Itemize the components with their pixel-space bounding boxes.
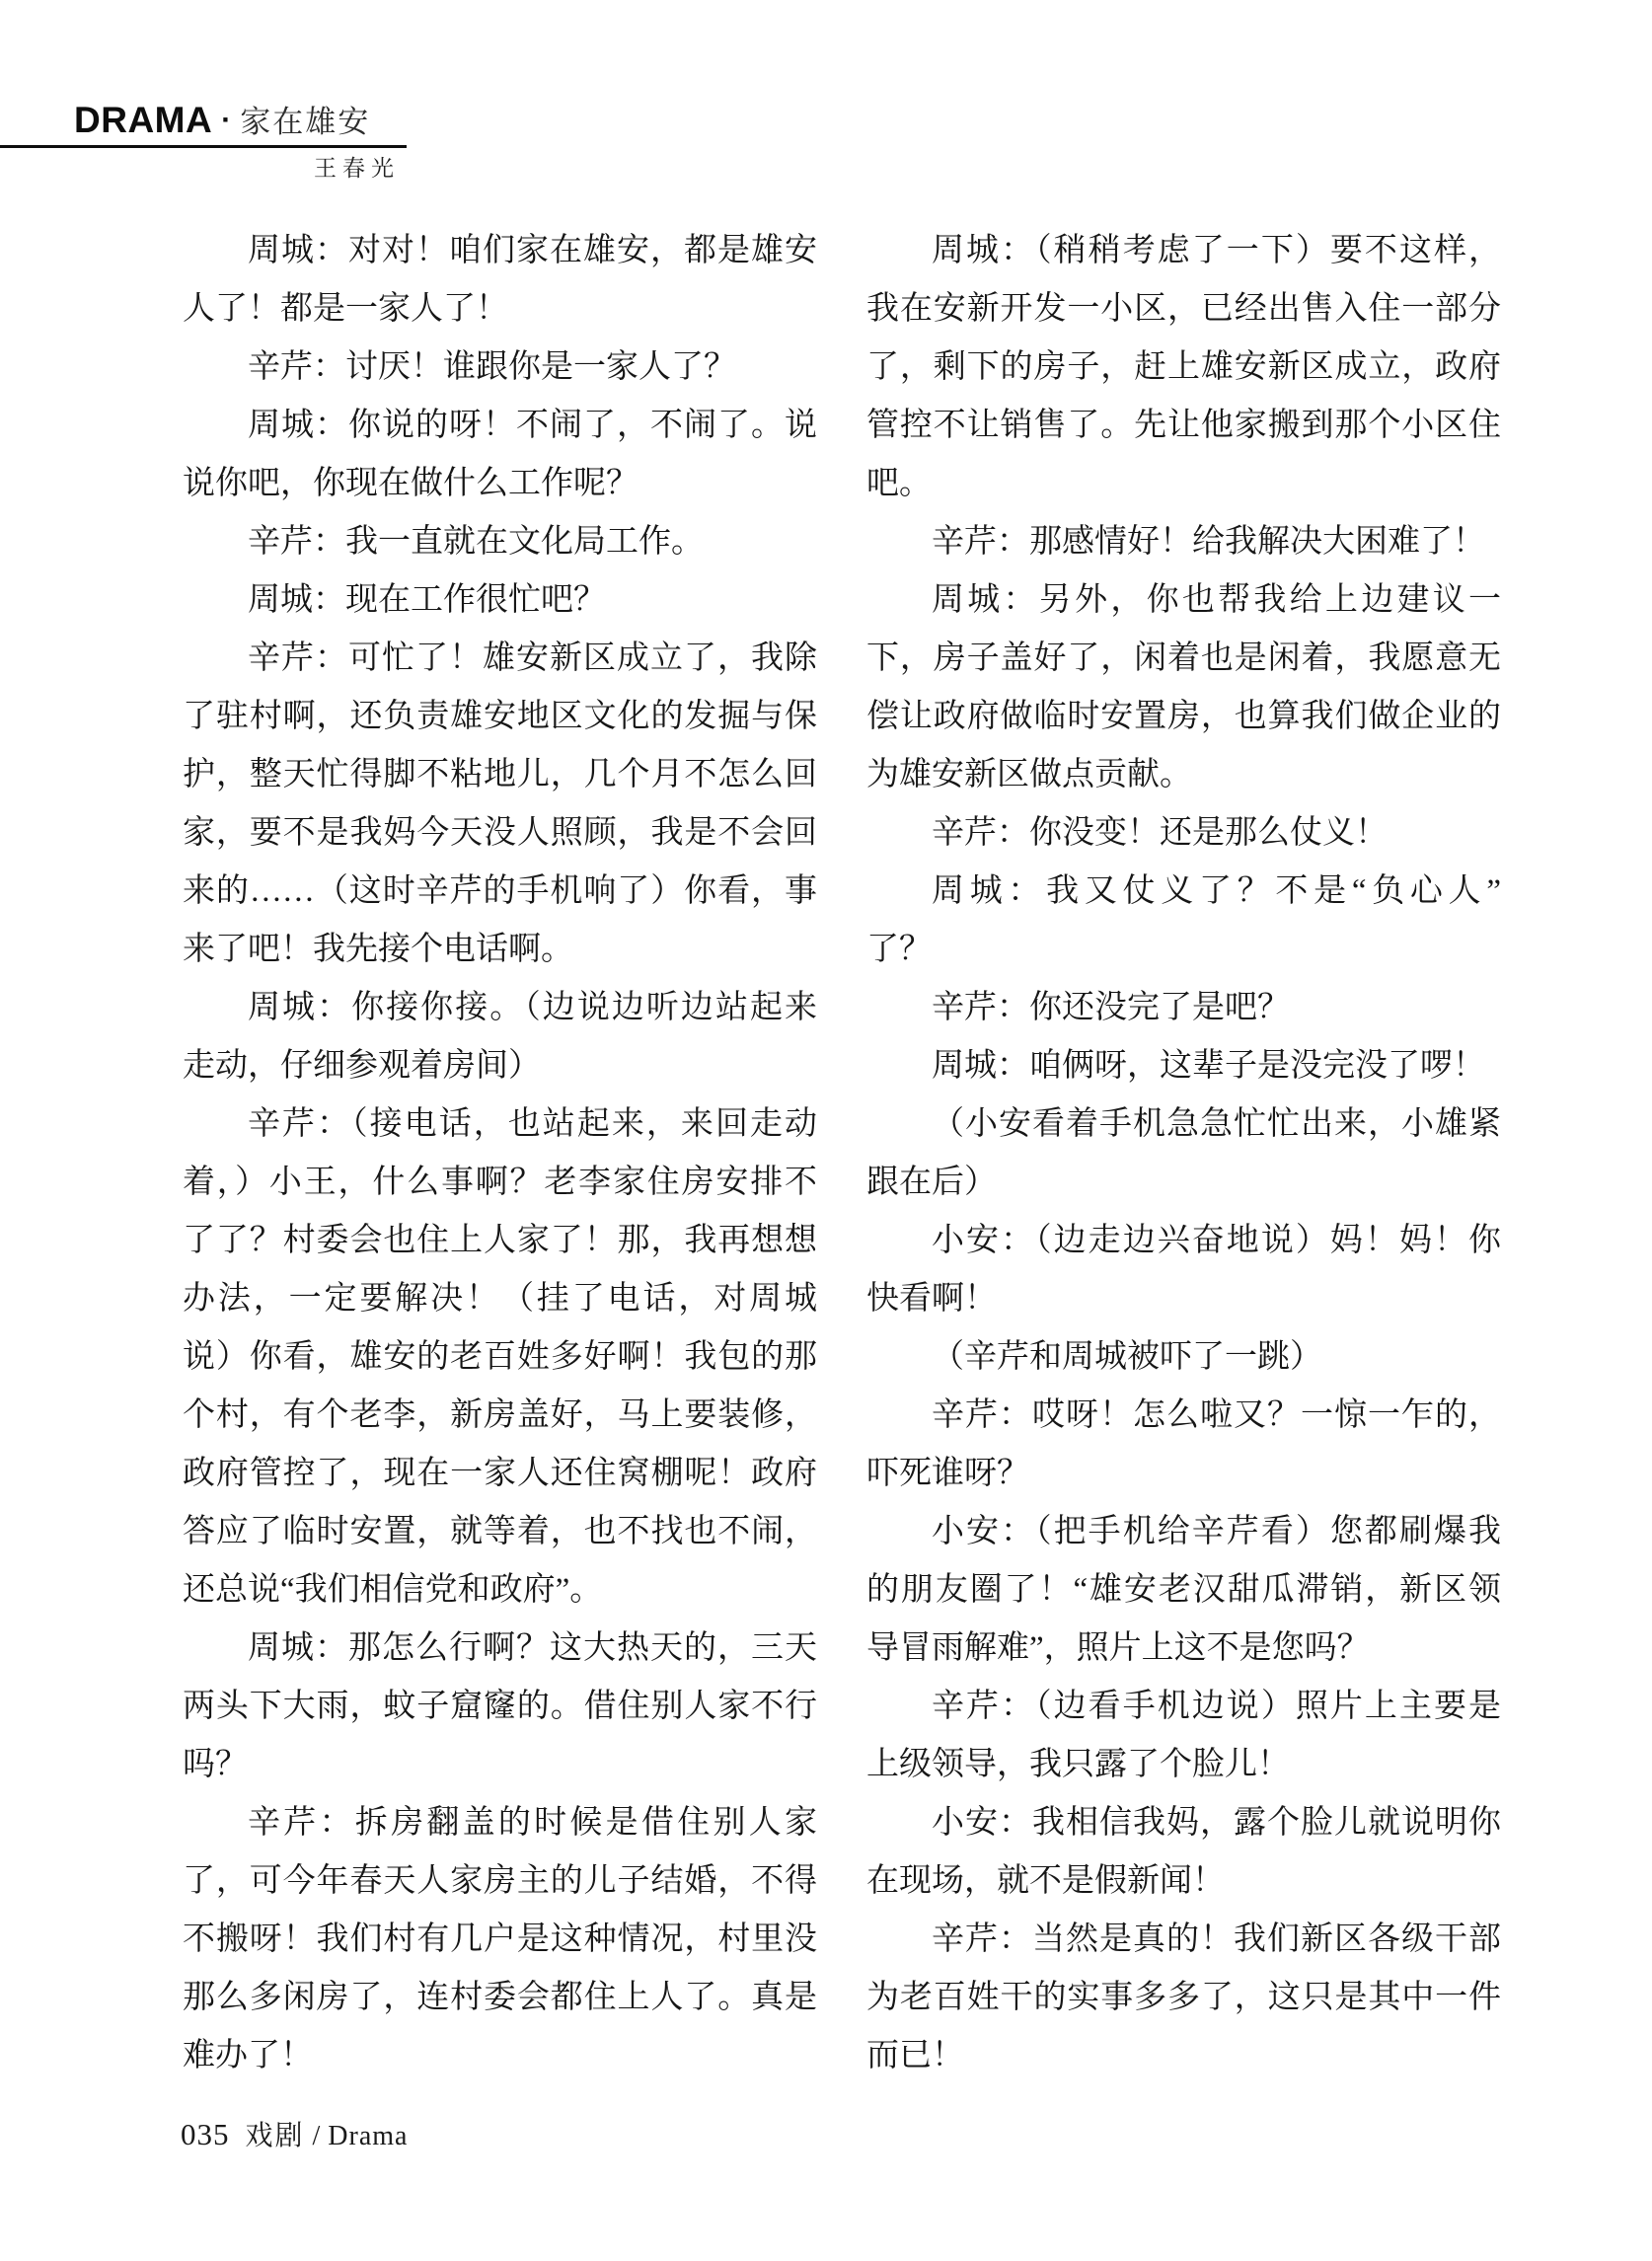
script-line: 辛芹：哎呀！怎么啦又？一惊一乍的，: [932, 1397, 1501, 1433]
script-line: 了，可今年春天人家房主的儿子结婚，不得: [183, 1863, 817, 1899]
script-line: 吓死谁呀？: [866, 1456, 1029, 1491]
section-name-cn: 戏剧: [245, 2121, 305, 2151]
script-line: 难办了！: [183, 2038, 313, 2073]
series-title: 家在雄安: [240, 105, 371, 139]
script-line: 吧。: [866, 466, 932, 501]
script-line: 了驻村啊，还负责雄安地区文化的发掘与保: [183, 699, 817, 734]
script-line: 来的……（这时辛芹的手机响了）你看，事: [183, 873, 817, 909]
script-line: 周城：那怎么行啊？这大热天的，三天: [248, 1630, 817, 1666]
script-line: 那么多闲房了，连村委会都住上人了。真是: [183, 1980, 817, 2015]
script-line: 周城：你接你接。（边说边听边站起来: [248, 990, 817, 1025]
script-line: 跟在后）: [866, 1165, 997, 1200]
section-name-en: Drama: [328, 2121, 409, 2151]
script-line: 周城：我又仗义了？不是“负心人”: [932, 873, 1501, 909]
script-line: 护，整天忙得脚不粘地儿，几个月不怎么回: [183, 757, 817, 792]
script-line: 的朋友圈了！“雄安老汉甜瓜滞销，新区领: [866, 1572, 1501, 1608]
script-line: 辛芹：你没变！还是那么仗义！: [932, 815, 1388, 851]
script-line: 吗？: [183, 1747, 248, 1782]
script-line: 在现场，就不是假新闻！: [866, 1863, 1225, 1899]
footer-separator: /: [312, 2121, 321, 2151]
script-line: 我在安新开发一小区，已经出售入住一部分: [866, 291, 1501, 327]
script-line: 而已！: [866, 2038, 964, 2073]
script-line: 政府管控了，现在一家人还住窝棚呢！政府: [183, 1456, 817, 1491]
script-line: 辛芹：讨厌！谁跟你是一家人了？: [248, 349, 736, 385]
script-line: （辛芹和周城被吓了一跳）: [932, 1339, 1322, 1375]
script-line: 辛芹：你还没完了是吧？: [932, 990, 1290, 1025]
script-line: 周城：咱俩呀，这辈子是没完没了啰！: [932, 1048, 1485, 1084]
script-line: 辛芹：我一直就在文化局工作。: [248, 524, 704, 560]
script-line: 说你吧，你现在做什么工作呢？: [183, 466, 638, 501]
script-line: 说）你看，雄安的老百姓多好啊！我包的那: [183, 1339, 817, 1375]
script-line: 偿让政府做临时安置房，也算我们做企业的: [866, 699, 1501, 734]
script-line: 管控不让销售了。先让他家搬到那个小区住: [866, 408, 1501, 443]
script-line: 两头下大雨，蚊子窟窿的。借住别人家不行: [183, 1689, 817, 1724]
script-line: 着，）小王，什么事啊？老李家住房安排不: [183, 1165, 817, 1200]
script-line: 答应了临时安置，就等着，也不找也不闹，: [183, 1514, 817, 1549]
script-line: 快看啊！: [866, 1281, 997, 1317]
script-line: 下，房子盖好了，闲着也是闲着，我愿意无: [866, 641, 1501, 676]
script-line: 了，剩下的房子，赶上雄安新区成立，政府: [866, 349, 1501, 385]
script-line: 辛芹：（接电话，也站起来，来回走动: [248, 1106, 817, 1142]
script-line: 小安：（边走边兴奋地说）妈！妈！你: [932, 1223, 1501, 1258]
script-line: 辛芹：那感情好！给我解决大困难了！: [932, 524, 1485, 560]
page-number: 035: [181, 2117, 230, 2151]
script-line: 辛芹：拆房翻盖的时候是借住别人家: [248, 1805, 817, 1841]
script-line: 为老百姓干的实事多多了，这只是其中一件: [866, 1980, 1501, 2015]
script-column-right: [866, 222, 1501, 2085]
script-line: 辛芹：（边看手机边说）照片上主要是: [932, 1689, 1501, 1724]
drama-label: DRAMA: [74, 100, 213, 140]
script-line: （小安看着手机急急忙忙出来，小雄紧: [932, 1106, 1501, 1142]
script-line: 周城：另外，你也帮我给上边建议一: [932, 582, 1501, 618]
script-line: 辛芹：当然是真的！我们新区各级干部: [932, 1922, 1501, 1957]
script-line: 了了？村委会也住上人家了！那，我再想想: [183, 1223, 817, 1258]
script-column-left: [183, 222, 817, 2085]
script-line: 周城：现在工作很忙吧？: [248, 582, 606, 618]
script-line: 来了吧！我先接个电话啊。: [183, 932, 573, 967]
script-line: 周城：对对！咱们家在雄安，都是雄安: [248, 233, 817, 268]
script-line: 了？: [866, 932, 932, 967]
script-line: 为雄安新区做点贡献。: [866, 757, 1192, 792]
script-line: 小安：（把手机给辛芹看）您都刷爆我: [932, 1514, 1501, 1549]
page-footer: [181, 2114, 408, 2153]
script-line: 个村，有个老李，新房盖好，马上要装修，: [183, 1397, 817, 1433]
script-line: 不搬呀！我们村有几户是这种情况，村里没: [183, 1922, 817, 1957]
script-line: 家，要不是我妈今天没人照顾，我是不会回: [183, 815, 817, 851]
script-line: 办法，一定要解决！（挂了电话，对周城: [183, 1281, 817, 1317]
script-line: 还总说“我们相信党和政府”。: [183, 1572, 603, 1608]
script-line: 导冒雨解难”，照片上这不是您吗？: [866, 1630, 1370, 1666]
header-rule: [0, 145, 407, 148]
script-line: 上级领导，我只露了个脸儿！: [866, 1747, 1290, 1782]
magazine-header: [74, 99, 370, 150]
script-line: 小安：我相信我妈，露个脸儿就说明你: [932, 1805, 1501, 1841]
script-line: 周城：（稍稍考虑了一下）要不这样，: [932, 233, 1501, 268]
author-name: 王春光: [314, 156, 400, 181]
script-line: 辛芹：可忙了！雄安新区成立了，我除: [248, 641, 817, 676]
script-line: 走动，仔细参观着房间）: [183, 1048, 541, 1084]
script-line: 人了！都是一家人了！: [183, 291, 508, 327]
section-separator-dot: ·: [221, 104, 232, 136]
script-line: 周城：你说的呀！不闹了，不闹了。说: [248, 408, 817, 443]
